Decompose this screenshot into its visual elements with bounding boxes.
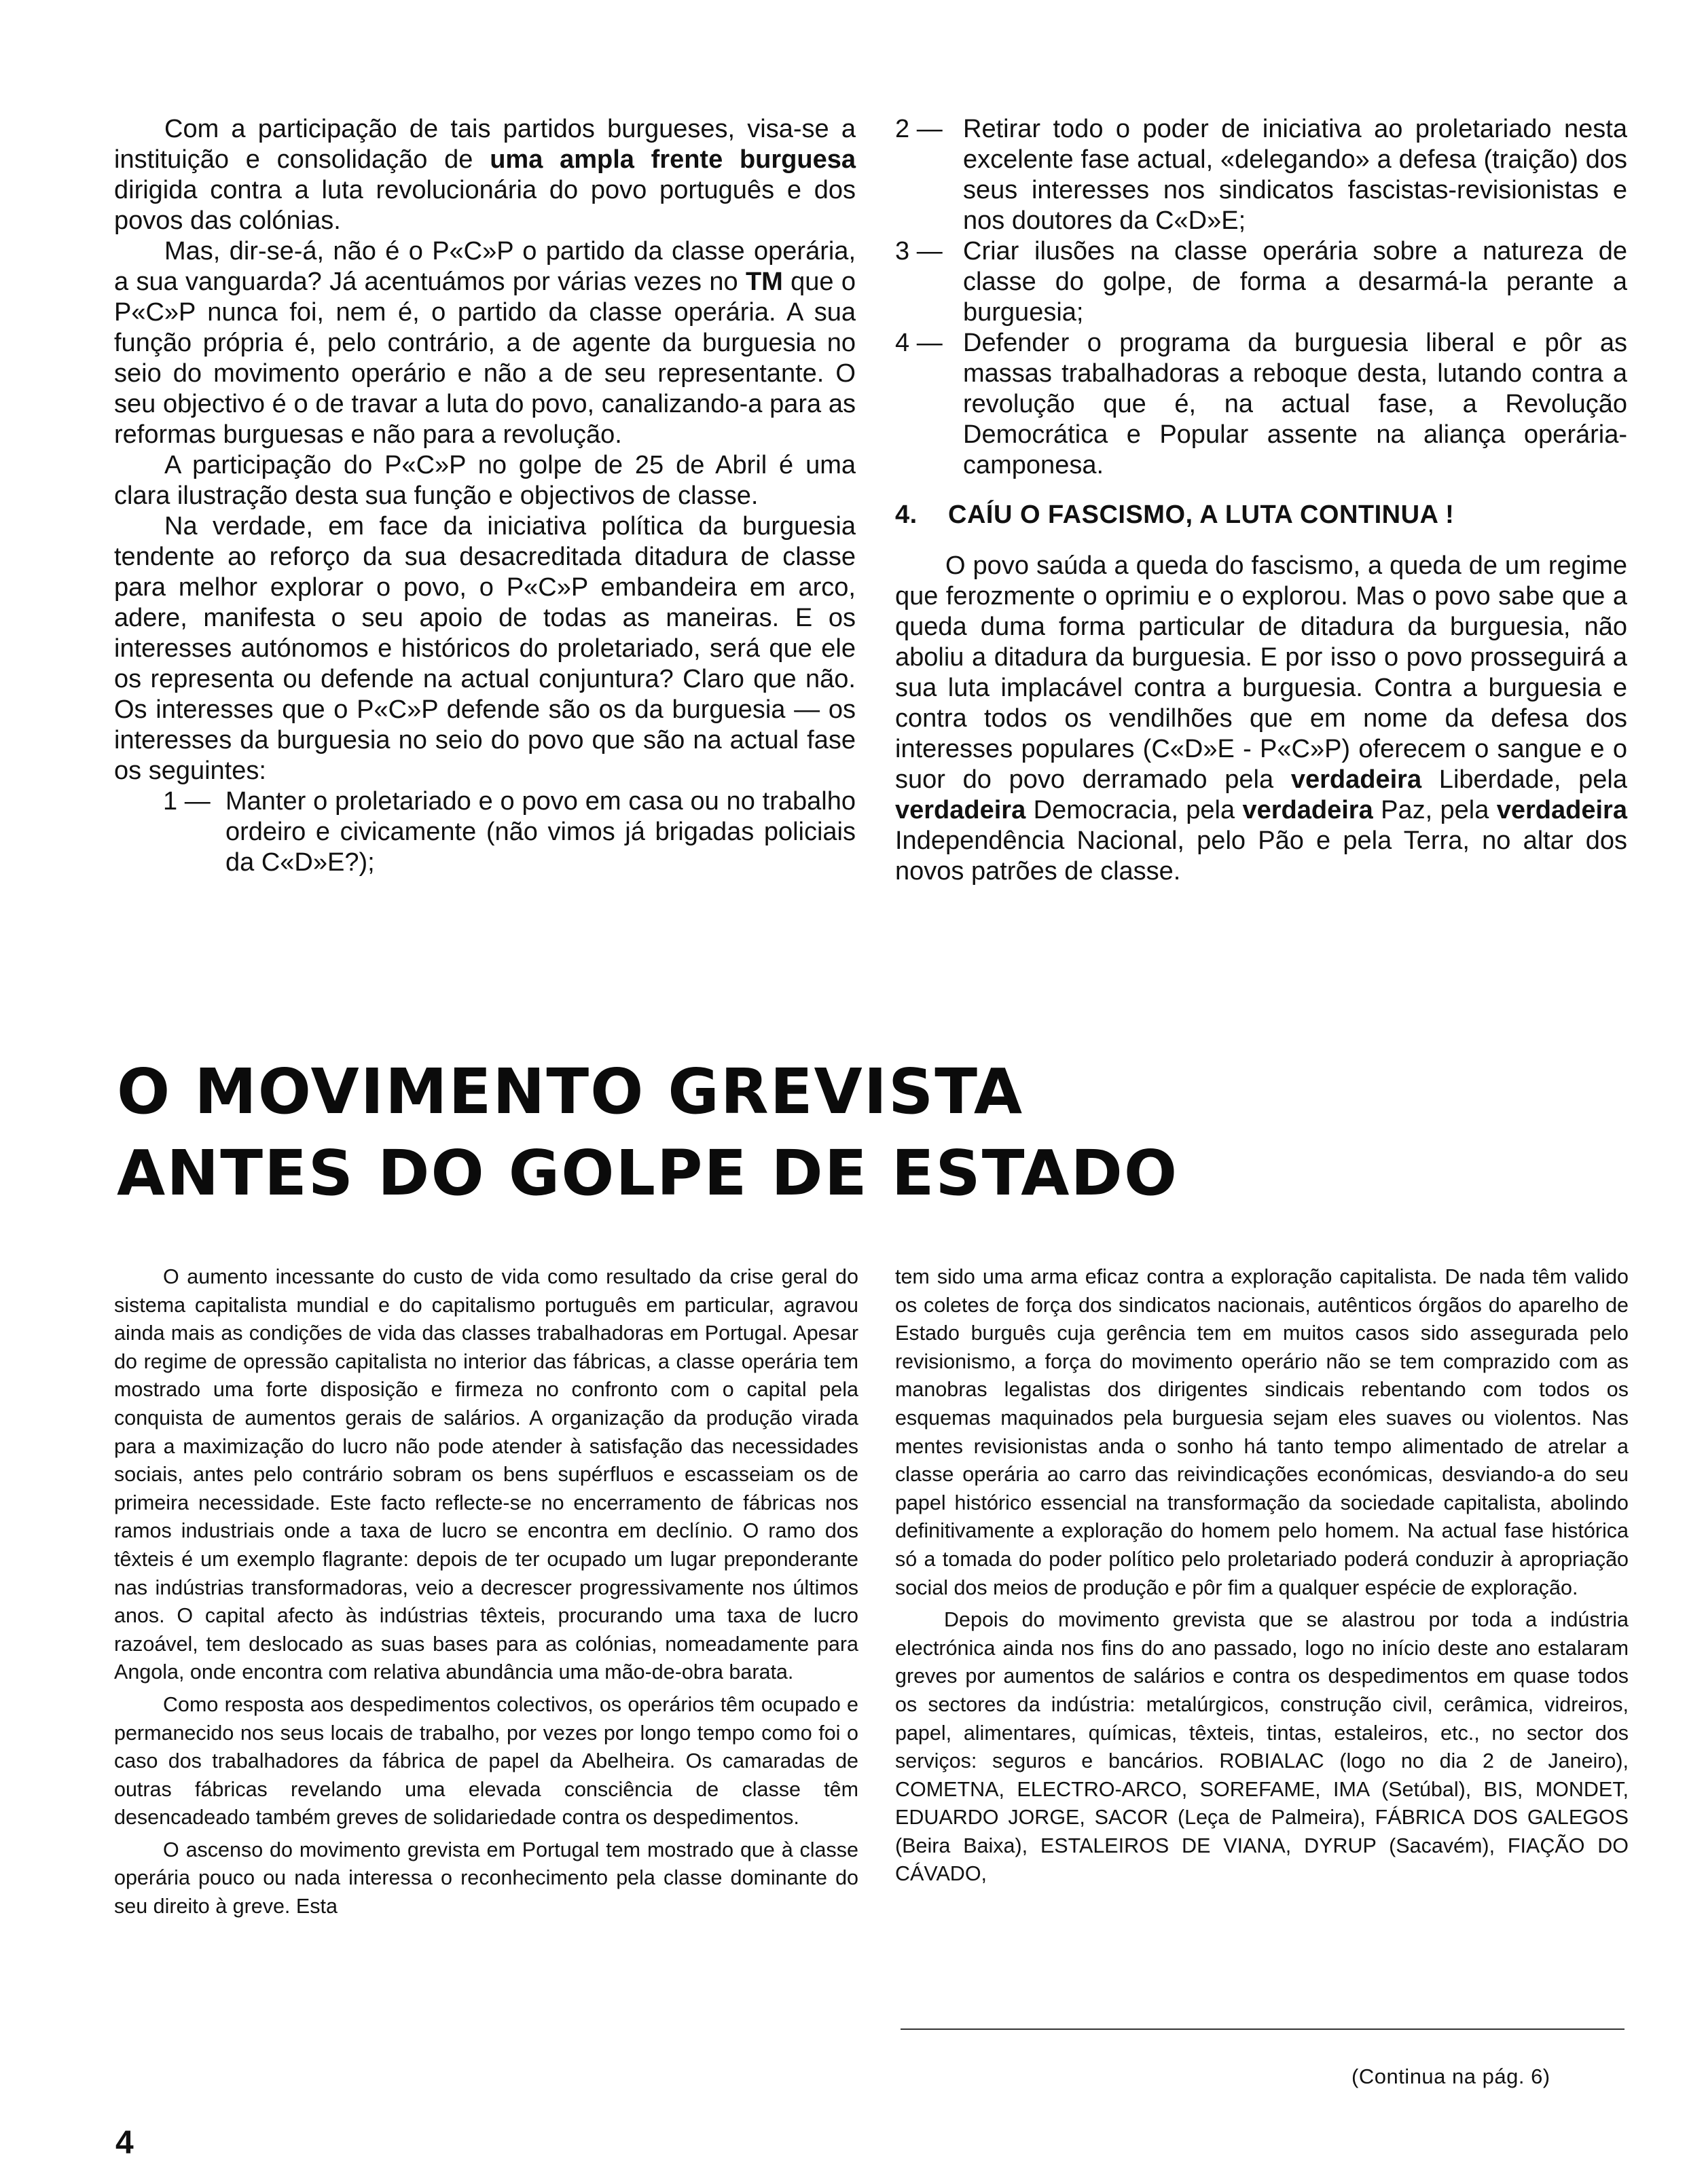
body-paragraph bbox=[114, 450, 856, 511]
list-item bbox=[895, 236, 1627, 328]
top-left-paragraphs bbox=[114, 114, 856, 786]
article-headline bbox=[117, 1051, 1178, 1214]
bold-text: uma ampla frente burguesa bbox=[490, 145, 856, 174]
article-paragraph: tem sido uma arma eficaz contra a exploração capitalista. De nada têm valido os coletes de força dos sindicatos nacionais, autênticos órgãos do aparelho de Estado burguês cuja gerência tem em muitos casos sido assegurada pelo revisionismo, a força do movimento operário não se tem comprazido com as manobras legalistas dos dirigentes sindicais rebentando com todos os esquemas maquinados pela burguesia sejam eles suaves ou violentos. Nas mentes revisionistas anda o sonho há tanto tempo alimentado de atrelar a classe operária ao carro das reivindicações económicas, desviando-a do seu papel histórico essencial na transformação da sociedade capitalista, abolindo definitivamente a exploração do homem pelo homem. Na actual fase histórica só a tomada do poder político pelo proletariado poderá conduzir à apropriação social dos meios de produção e pôr fim a qualquer espécie de exploração. bbox=[895, 1265, 1629, 1599]
bold-text: verdadeira bbox=[1242, 796, 1373, 824]
section-title: CAÍU O FASCISMO, A LUTA CONTINUA ! bbox=[948, 500, 1455, 529]
numbered-list-right bbox=[895, 114, 1627, 481]
section-number: 4. bbox=[895, 500, 918, 529]
text-run: que o P«C»P nunca foi, nem é, o partido da classe operária. A sua função própria é, pelo contrário, a de agente da burguesia no seio do movimento operário e não a de seu representante. O seu objectivo é o de travar a luta do povo, canalizando-a para as reformas burguesas e não para a revolução. bbox=[114, 268, 856, 449]
list-item-number: 1 — bbox=[163, 787, 211, 816]
list-item bbox=[895, 328, 1627, 481]
text-run: A participação do P«C»P no golpe de 25 de Abril é uma clara ilustração desta sua função e objectivos de classe. bbox=[114, 451, 856, 510]
text-run: Paz, pela bbox=[1373, 796, 1497, 824]
text-run: dirigida contra a luta revolucionária do povo português e dos povos das colónias. bbox=[114, 176, 856, 235]
text-run: Na verdade, em face da iniciativa política da burguesia tendente ao reforço da sua desacreditada ditadura de classe para melhor explorar o povo, o P«C»P embandeira em arco, adere, manifesta o seu apoio de todas as maneiras. E os interesses autónomos e históricos do proletariado, será que ele os representa ou defende na actual conjuntura? Claro que não. Os interesses que o P«C»P defende são os da burguesia — os interesses da burguesia no seio do povo que são na actual fase os seguintes: bbox=[114, 512, 856, 785]
text-run: Com a participação de tais partidos burgueses, visa-se a instituição e consolidação de bbox=[114, 115, 856, 174]
bold-text: verdadeira bbox=[1496, 796, 1627, 824]
text-run: O povo saúda a queda do fascismo, a queda de um regime que ferozmente o oprimiu e o explorou. Mas o povo sabe que a queda duma forma particular de ditadura da burguesia, não aboliu a ditadura da burguesia. E por isso o povo prosseguirá a sua luta implacável contra a burguesia. Contra a burguesia e contra todos os vendilhões que em nome da defesa dos interesses populares (C«D»E - P«C»P) oferecem o sangue e o suor do povo derramado pela bbox=[895, 551, 1627, 794]
numbered-list-left bbox=[163, 786, 856, 878]
article-paragraph: Como resposta aos despedimentos colectivos, os operários têm ocupado e permanecido nos seus locais de trabalho, por vezes por longo tempo como foi o caso dos trabalhadores da fábrica de papel da Abelheira. Os camaradas de outras fábricas revelando uma elevada consciência de classe têm desencadeado também greves de solidariedade contra os despedimentos. bbox=[114, 1692, 858, 1830]
list-item bbox=[895, 114, 1627, 236]
bold-text: verdadeira bbox=[895, 796, 1026, 824]
article-paragraph: O aumento incessante do custo de vida como resultado da crise geral do sistema capitalista mundial e do capitalismo português em particular, agravou ainda mais as condições de vida das classes trabalhadoras em Portugal. Apesar do regime de opressão capitalista no interior das fábricas, a classe operária tem mostrado uma forte disposição e firmeza no confronto com o capital pela conquista de aumentos gerais de salários. A organização da produção virada para a maximização do lucro não pode atender à satisfação das necessidades sociais, antes pelo contrário sobram os bens supérfluos e escasseiam os de primeira necessidade. Este facto reflecte-se no encerramento de fábricas nos ramos industriais onde a taxa de lucro se encontra em declínio. O ramo dos têxteis é um exemplo flagrante: depois de ter ocupado um lugar preponderante nas indústrias transformadoras, veio a decrescer progressivamente nos últimos anos. O capital afecto às indústrias têxteis, procurando uma taxa de lucro razoável, tem deslocado as suas bases para as colónias, nomeadamente para Angola, onde encontra com relativa abundância uma mão-de-obra barata. bbox=[114, 1265, 858, 1684]
headline-line-2: ANTES DO GOLPE DE ESTADO bbox=[117, 1137, 1179, 1209]
text-run: Liberdade, pela bbox=[1421, 765, 1627, 794]
text-run: Democracia, pela bbox=[1026, 796, 1243, 824]
body-paragraph bbox=[114, 114, 856, 236]
text-run: Independência Nacional, pelo Pão e pela Terra, no altar dos novos patrões de classe. bbox=[895, 826, 1627, 886]
bold-text: TM bbox=[745, 268, 783, 296]
list-item-text: Defender o programa da burguesia liberal e pôr as massas trabalhadoras a reboque desta, lutando contra a revolução que é, na actual fase, a Revolução Democrática e Popular assente na aliança operária-camponesa. bbox=[963, 329, 1627, 479]
section-heading bbox=[895, 500, 1627, 530]
bold-text: verdadeira bbox=[1290, 765, 1422, 794]
article-paragraph: Depois do movimento grevista que se alastrou por toda a indústria electrónica ainda nos fins do ano passado, logo no início deste ano estalaram greves por aumentos de salários e contra os despedimentos em quase todos os sectores da indústria: metalúrgicos, construção civil, cerâmica, vidreiros, papel, alimentares, químicas, têxteis, tintas, estaleiros, etc., no sector dos serviços: seguros e bancários. ROBIALAC (logo no dia 2 de Janeiro), COMETNA, ELECTRO-ARCO, SOREFAME, IMA (Setúbal), BIS, MONDET, EDUARDO JORGE, SACOR (Leça de Palmeira), FÁBRICA DOS GALEGOS (Beira Baixa), ESTALEIROS DE VIANA, DYRUP (Sacavém), FIAÇÃO DO CÁVADO, bbox=[895, 1608, 1629, 1886]
headline-line-1: O MOVIMENTO GREVISTA bbox=[117, 1055, 1024, 1128]
page-number: 4 bbox=[115, 2125, 134, 2161]
list-item-text: Manter o proletariado e o povo em casa ou no trabalho ordeiro e civicamente (não vimos já brigadas policiais da C«D»E?); bbox=[225, 787, 856, 877]
body-paragraph bbox=[114, 511, 856, 786]
top-left-column bbox=[114, 114, 856, 878]
list-item-number: 4 — bbox=[895, 329, 943, 357]
section-paragraph bbox=[895, 551, 1627, 887]
continued-note: (Continua na pág. 6) bbox=[1351, 2064, 1550, 2088]
top-right-column bbox=[895, 114, 1627, 887]
list-item-number: 2 — bbox=[895, 115, 943, 143]
text-run: Mas, dir-se-á, não é o P«C»P o partido da classe operária, a sua vanguarda? Já acentuámos por várias vezes no bbox=[114, 237, 856, 296]
body-paragraph bbox=[114, 236, 856, 450]
list-item-number: 3 — bbox=[895, 237, 943, 266]
list-item-text: Criar ilusões na classe operária sobre a natureza de classe do golpe, de forma a desarmá-la perante a burguesia; bbox=[963, 237, 1627, 327]
list-item-text: Retirar todo o poder de iniciativa ao proletariado nesta excelente fase actual, «delegando» a defesa (traição) dos seus interesses nos sindicatos fascistas-revisionistas e nos doutores da C«D»E; bbox=[963, 115, 1627, 235]
article-right-column bbox=[895, 1263, 1629, 1889]
article-left-column bbox=[114, 1263, 858, 1921]
footnote-rule bbox=[901, 2028, 1625, 2030]
article-paragraph: O ascenso do movimento grevista em Portugal tem mostrado que à classe operária pouco ou nada interessa o reconhecimento pela classe dominante do seu direito à greve. Esta bbox=[114, 1838, 858, 1918]
list-item bbox=[163, 786, 856, 878]
